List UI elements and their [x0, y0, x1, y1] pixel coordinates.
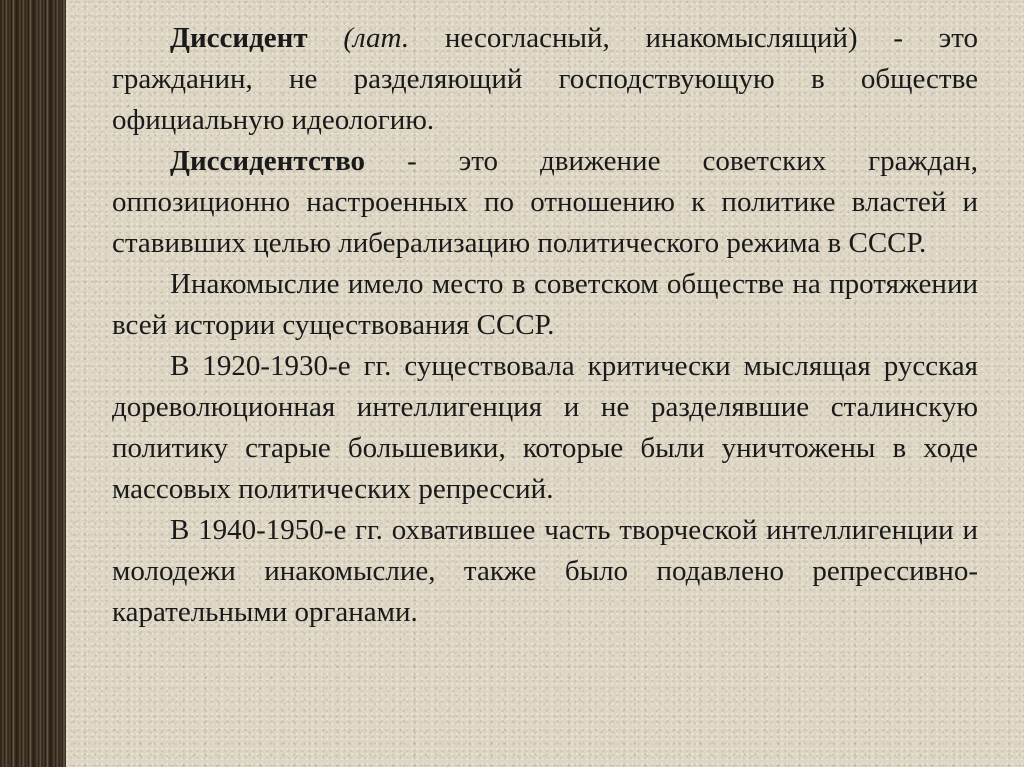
decorative-left-border: [0, 0, 62, 767]
paragraph-dissident-definition: [112, 18, 978, 141]
slide-text-body: [112, 18, 978, 633]
definition-text: несогласный, инакомыслящий) - это гражданин, не разделяющий господствующую в обществе официальную идеологию.: [112, 22, 979, 136]
latin-note: (лат.: [307, 22, 410, 54]
decorative-border-edge: [62, 0, 66, 767]
paragraph-1940-1950: В 1940-1950-е гг. охватившее часть творческой интеллигенции и молодежи инакомыслие, также было подавлено репрессивно-карательными органами.: [112, 514, 978, 628]
paragraph-1920-1930: В 1920-1930-е гг. существовала критически мыслящая русская дореволюционная интеллигенция и не разделявшие сталинскую политику старые большевики, которые были уничтожены в ходе массовых политических репрессий.: [112, 350, 978, 505]
term-dissident: Диссидент: [170, 22, 308, 54]
definition-text: - это движение советских граждан, оппозиционно настроенных по отношению к политике властей и ставивших целью либерализацию политического режима в СССР.: [112, 145, 978, 259]
paragraph-dissent-history: Инакомыслие имело место в советском обществе на протяжении всей истории существования СССР.: [112, 268, 978, 341]
paragraph-dissidence-definition: [112, 141, 978, 264]
term-dissidence: Диссидентство: [170, 145, 366, 177]
